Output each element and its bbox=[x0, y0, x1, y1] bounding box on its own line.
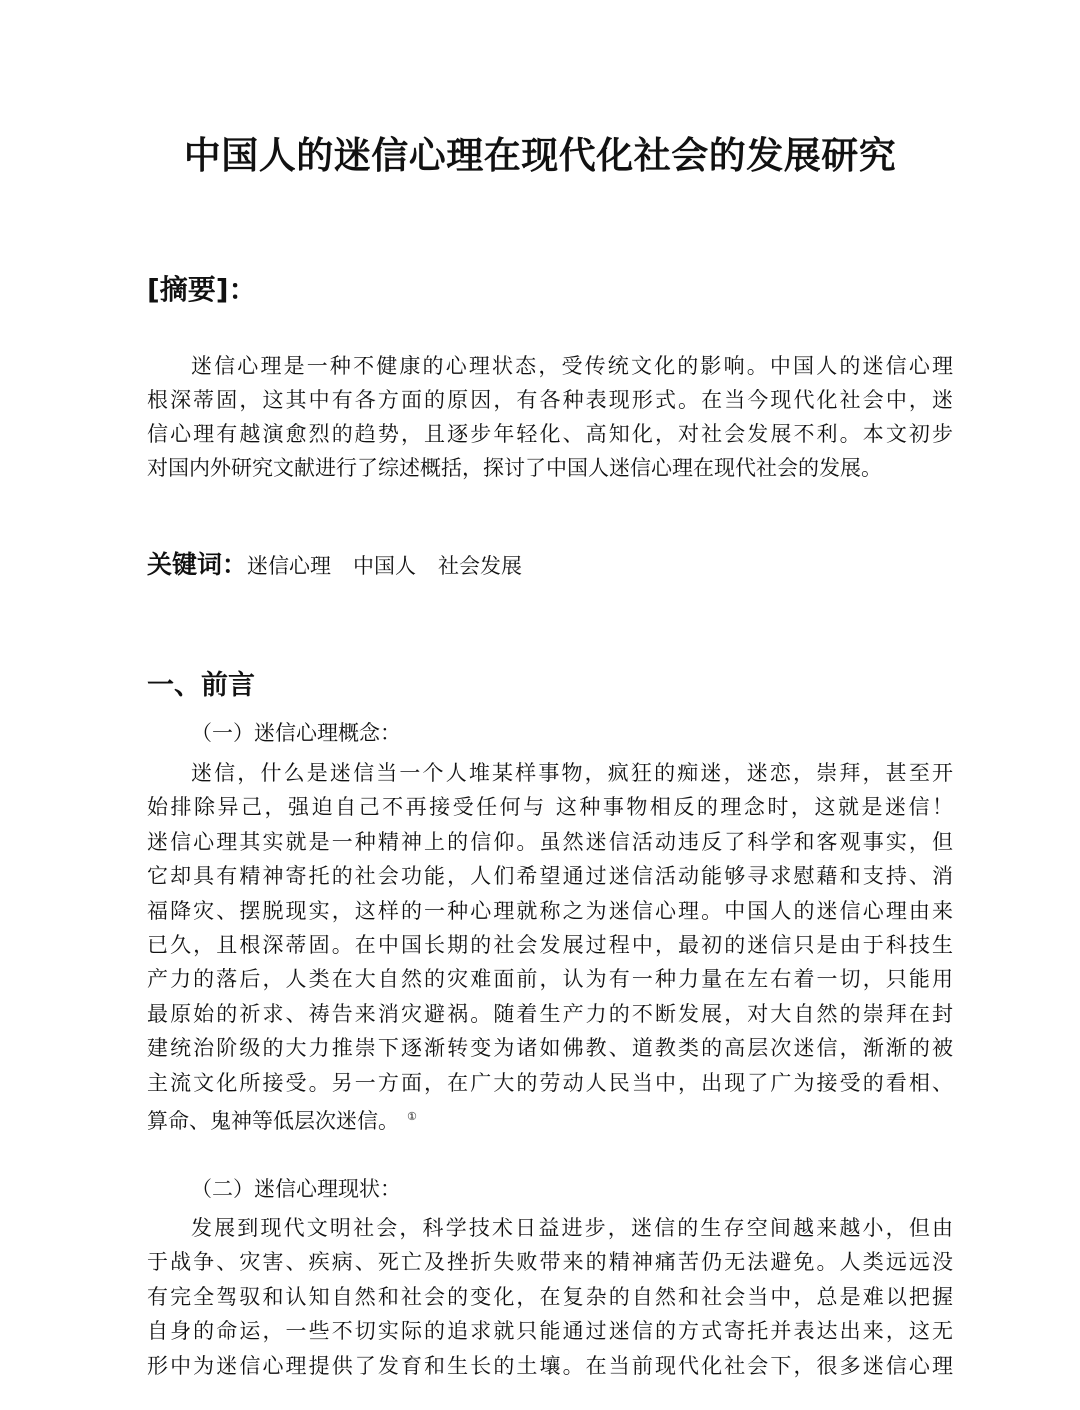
keyword: 迷信心理 bbox=[247, 554, 332, 578]
paragraph-line: 有完全驾驭和认知自然和社会的变化，在复杂的自然和社会当中，总是难以把握 bbox=[147, 1284, 953, 1309]
section-heading: 一、前言 bbox=[147, 670, 255, 701]
paragraph-line: 产力的落后，人类在大自然的灾难面前，认为有一种力量在左右着一切，只能用 bbox=[147, 967, 953, 992]
paragraph-line: 自身的命运，一些不切实际的追求就只能通过迷信的方式寄托并表达出来，这无 bbox=[147, 1319, 953, 1344]
paragraph-line: 福降灾、摆脱现实，这样的一种心理就称之为迷信心理。中国人的迷信心理由来 bbox=[147, 898, 953, 923]
paragraph-line: 最原始的祈求、祷告来消灾避祸。随着生产力的不断发展，对大自然的崇拜在封 bbox=[147, 1001, 953, 1026]
paragraph-line: 始排除异己，强迫自己不再接受任何与 这种事物相反的理念时，这就是迷信！ bbox=[147, 795, 953, 820]
document-title: 中国人的迷信心理在现代化社会的发展研究 bbox=[183, 134, 897, 177]
paragraph-line: 迷信心理其实就是一种精神上的信仰。虽然迷信活动违反了科学和客观事实，但 bbox=[147, 829, 953, 854]
keywords-row bbox=[147, 543, 522, 588]
paragraph-line: 已久，且根深蒂固。在中国长期的社会发展过程中，最初的迷信只是由于科技生 bbox=[147, 932, 953, 957]
paragraph-line-text: 算命、鬼神等低层次迷信。 bbox=[147, 1108, 399, 1133]
keywords-label: 关键词： bbox=[147, 550, 248, 579]
paragraph-superstition-concept bbox=[147, 756, 953, 1134]
paragraph-line-last bbox=[147, 1100, 953, 1134]
keyword: 社会发展 bbox=[438, 554, 523, 578]
paragraph-line: 主流文化所接受。另一方面，在广大的劳动人民当中，出现了广为接受的看相、 bbox=[147, 1070, 953, 1095]
footnote-marker[interactable]: ① bbox=[407, 1109, 417, 1123]
paragraph-line: 发展到现代文明社会，科学技术日益进步，迷信的生存空间越来越小，但由 bbox=[191, 1216, 953, 1240]
abstract-line: 信心理有越演愈烈的趋势，且逐步年轻化、高知化，对社会发展不利。本文初步 bbox=[147, 422, 953, 446]
abstract-line: 对国内外研究文献进行了综述概括，探讨了中国人迷信心理在现代社会的发展。 bbox=[147, 456, 882, 480]
abstract-line: 根深蒂固，这其中有各方面的原因，有各种表现形式。在当今现代化社会中，迷 bbox=[147, 388, 953, 412]
abstract-body bbox=[147, 349, 953, 485]
paragraph-superstition-status bbox=[147, 1211, 953, 1383]
subsection-heading: （二）迷信心理现状： bbox=[191, 1177, 401, 1201]
paragraph-line: 于战争、灾害、疾病、死亡及挫折失败带来的精神痛苦仍无法避免。人类远远没 bbox=[147, 1250, 953, 1275]
paragraph-line: 迷信，什么是迷信当一个人堆某样事物，疯狂的痴迷，迷恋，崇拜，甚至开 bbox=[191, 761, 953, 785]
abstract-heading: [摘要]： bbox=[147, 273, 257, 306]
paragraph-line: 建统治阶级的大力推崇下逐渐转变为诸如佛教、道教类的高层次迷信，渐渐的被 bbox=[147, 1036, 953, 1061]
paragraph-line: 它却具有精神寄托的社会功能，人们希望通过迷信活动能够寻求慰藉和支持、消 bbox=[147, 864, 953, 889]
subsection-heading: （一）迷信心理概念： bbox=[191, 721, 401, 745]
paragraph-line: 形中为迷信心理提供了发育和生长的土壤。在当前现代化社会下，很多迷信心理 bbox=[147, 1353, 953, 1378]
abstract-line: 迷信心理是一种不健康的心理状态，受传统文化的影响。中国人的迷信心理 bbox=[191, 354, 953, 378]
keyword: 中国人 bbox=[353, 554, 417, 578]
